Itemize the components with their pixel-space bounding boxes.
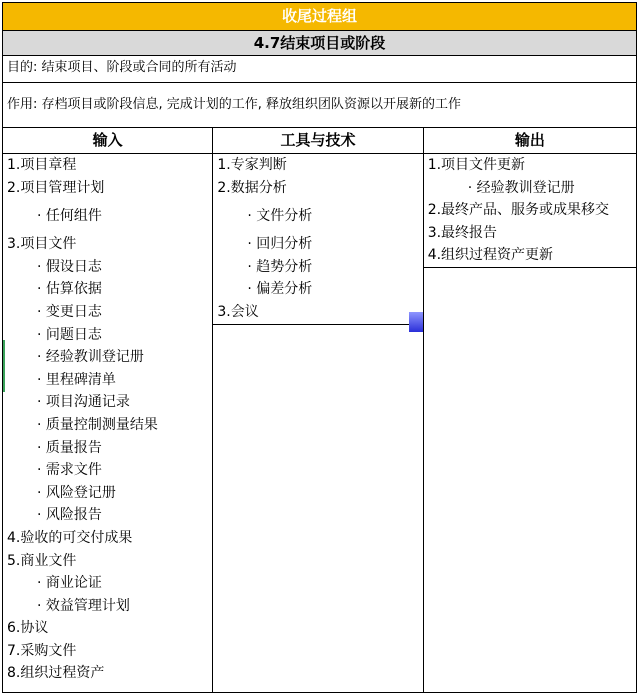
list-item: · 估算依据 [37, 281, 102, 298]
list-item: 7.采购文件 [7, 642, 77, 659]
outputs-list [424, 154, 636, 268]
list-item: · 质量报告 [37, 439, 102, 456]
list-item: · 变更日志 [37, 303, 102, 320]
list-item: · 任何组件 [37, 208, 102, 225]
inputs-column [3, 128, 213, 693]
list-item: · 经验教训登记册 [467, 179, 575, 196]
list-item: 2.项目管理计划 [7, 179, 105, 196]
selection-handle[interactable] [409, 312, 423, 332]
list-item: 5.商业文件 [7, 552, 77, 569]
list-item: · 质量控制测量结果 [37, 416, 158, 433]
list-item: · 回归分析 [247, 236, 313, 253]
list-item: · 里程碑清单 [37, 371, 116, 388]
list-item: 1.专家判断 [217, 157, 287, 173]
tools-column [213, 128, 423, 693]
list-item: · 经验教训登记册 [37, 349, 144, 366]
list-item: · 风险登记册 [37, 484, 116, 501]
list-item: · 假设日志 [37, 258, 102, 275]
list-item: · 文件分析 [247, 208, 313, 225]
process-title: 4.7结束项目或阶段 [3, 31, 636, 56]
outputs-header: 输出 [424, 128, 636, 154]
list-item: 2.最终产品、服务或成果移交 [427, 202, 610, 219]
list-item: · 趋势分析 [247, 258, 313, 275]
tools-header: 工具与技术 [213, 128, 422, 154]
list-item: 4.组织过程资产更新 [427, 247, 554, 264]
inputs-list [3, 154, 212, 685]
process-group-banner: 收尾过程组 [3, 3, 636, 31]
list-item: 2.数据分析 [217, 179, 287, 196]
list-item: 4.验收的可交付成果 [7, 529, 133, 546]
list-item: · 需求文件 [37, 462, 102, 479]
list-item: 8.组织过程资产 [7, 665, 105, 682]
effect-text: 作用: 存档项目或阶段信息, 完成计划的工作, 释放组织团队资源以开展新的工作 [3, 83, 636, 128]
list-item: · 商业论证 [37, 575, 102, 592]
outputs-column [424, 128, 636, 693]
purpose-text: 目的: 结束项目、阶段或合同的所有活动 [3, 56, 636, 83]
tools-list [213, 154, 422, 325]
list-item: 3.最终报告 [427, 224, 498, 241]
list-item: · 项目沟通记录 [37, 394, 130, 411]
itto-grid [3, 128, 636, 693]
list-item: 1.项目文件更新 [427, 157, 526, 173]
list-item: · 问题日志 [37, 326, 102, 343]
list-item: · 偏差分析 [247, 281, 313, 298]
list-item: 6.协议 [7, 620, 49, 637]
inputs-header: 输入 [3, 128, 212, 154]
list-item: 3.会议 [217, 303, 259, 320]
list-item: · 效益管理计划 [37, 597, 130, 614]
itto-sheet [2, 2, 637, 693]
cell-marker [3, 340, 5, 392]
list-item: 1.项目章程 [7, 157, 77, 173]
list-item: · 风险报告 [37, 507, 102, 524]
list-item: 3.项目文件 [7, 236, 77, 253]
